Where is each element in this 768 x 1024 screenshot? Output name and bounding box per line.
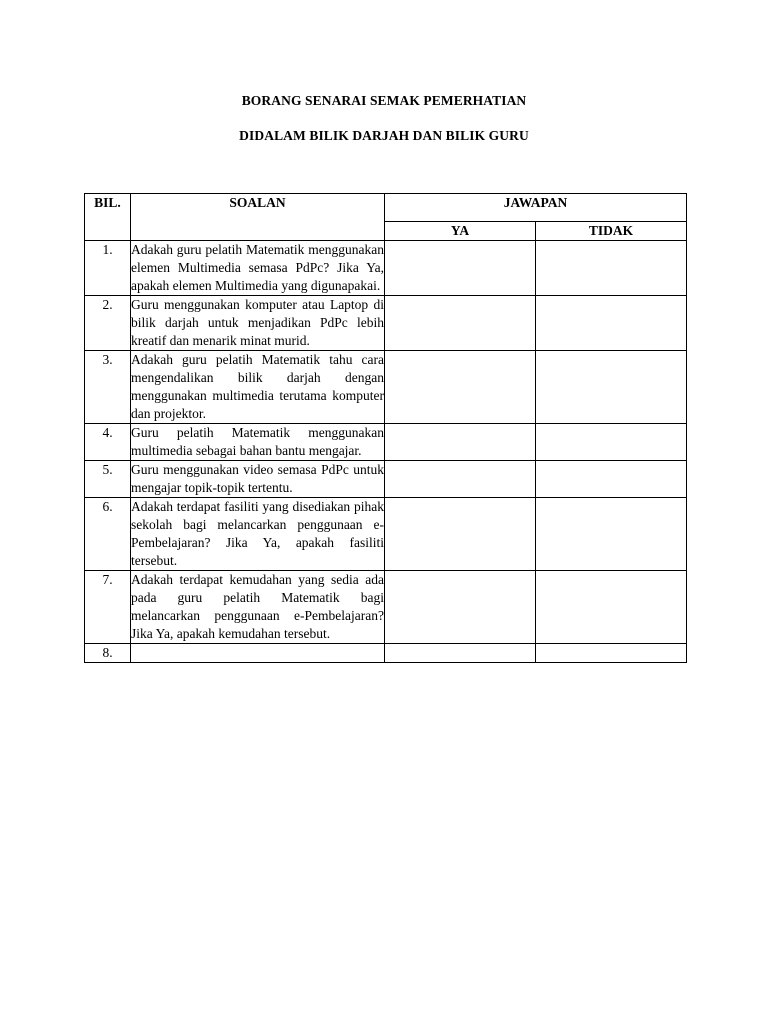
answer-tidak-cell[interactable] bbox=[536, 351, 687, 424]
table-row bbox=[85, 498, 687, 571]
checklist-table bbox=[84, 193, 687, 663]
row-number: 3. bbox=[85, 351, 131, 424]
question-text: Adakah terdapat kemudahan yang sedia ada pada guru pelatih Matematik bagi melancarkan penggunaan e-Pembelajaran? Jika Ya, apakah kemudahan tersebut. bbox=[131, 571, 385, 644]
answer-ya-cell[interactable] bbox=[385, 461, 536, 498]
form-title: BORANG SENARAI SEMAK PEMERHATIAN bbox=[241, 93, 527, 108]
form-subtitle: DIDALAM BILIK DARJAH DAN BILIK GURU bbox=[239, 128, 529, 143]
question-text[interactable] bbox=[131, 644, 385, 663]
row-number: 6. bbox=[85, 498, 131, 571]
answer-ya-cell[interactable] bbox=[385, 498, 536, 571]
row-number: 7. bbox=[85, 571, 131, 644]
question-text: Adakah terdapat fasiliti yang disediakan pihak sekolah bagi melancarkan penggunaan e-Pembelajaran? Jika Ya, apakah fasiliti tersebut. bbox=[131, 498, 385, 571]
row-number: 5. bbox=[85, 461, 131, 498]
question-text: Guru pelatih Matematik menggunakan multimedia sebagai bahan bantu mengajar. bbox=[131, 424, 385, 461]
table-row bbox=[85, 241, 687, 296]
answer-tidak-cell[interactable] bbox=[536, 241, 687, 296]
table-row bbox=[85, 296, 687, 351]
question-text: Guru menggunakan video semasa PdPc untuk mengajar topik-topik tertentu. bbox=[131, 461, 385, 498]
answer-ya-cell[interactable] bbox=[385, 351, 536, 424]
question-text: Guru menggunakan komputer atau Laptop di bilik darjah untuk menjadikan PdPc lebih kreatif dan menarik minat murid. bbox=[131, 296, 385, 351]
row-number: 8. bbox=[85, 644, 131, 663]
header-ya: YA bbox=[385, 222, 536, 241]
header-soalan: SOALAN bbox=[131, 194, 385, 241]
row-number: 1. bbox=[85, 241, 131, 296]
table-row bbox=[85, 571, 687, 644]
answer-tidak-cell[interactable] bbox=[536, 498, 687, 571]
table-row bbox=[85, 351, 687, 424]
answer-tidak-cell[interactable] bbox=[536, 424, 687, 461]
answer-tidak-cell[interactable] bbox=[536, 296, 687, 351]
answer-ya-cell[interactable] bbox=[385, 296, 536, 351]
answer-tidak-cell[interactable] bbox=[536, 461, 687, 498]
table-row bbox=[85, 461, 687, 498]
answer-ya-cell[interactable] bbox=[385, 644, 536, 663]
table-row bbox=[85, 424, 687, 461]
header-row bbox=[85, 194, 687, 222]
table-row bbox=[85, 644, 687, 663]
question-text: Adakah guru pelatih Matematik menggunakan elemen Multimedia semasa PdPc? Jika Ya, apakah elemen Multimedia yang digunapakai. bbox=[131, 241, 385, 296]
header-tidak: TIDAK bbox=[536, 222, 687, 241]
answer-ya-cell[interactable] bbox=[385, 571, 536, 644]
row-number: 4. bbox=[85, 424, 131, 461]
header-bil: BIL. bbox=[85, 194, 131, 241]
answer-ya-cell[interactable] bbox=[385, 424, 536, 461]
answer-tidak-cell[interactable] bbox=[536, 644, 687, 663]
answer-ya-cell[interactable] bbox=[385, 241, 536, 296]
row-number: 2. bbox=[85, 296, 131, 351]
header-jawapan: JAWAPAN bbox=[385, 194, 687, 222]
answer-tidak-cell[interactable] bbox=[536, 571, 687, 644]
question-text: Adakah guru pelatih Matematik tahu cara mengendalikan bilik darjah dengan menggunakan multimedia terutama komputer dan projektor. bbox=[131, 351, 385, 424]
